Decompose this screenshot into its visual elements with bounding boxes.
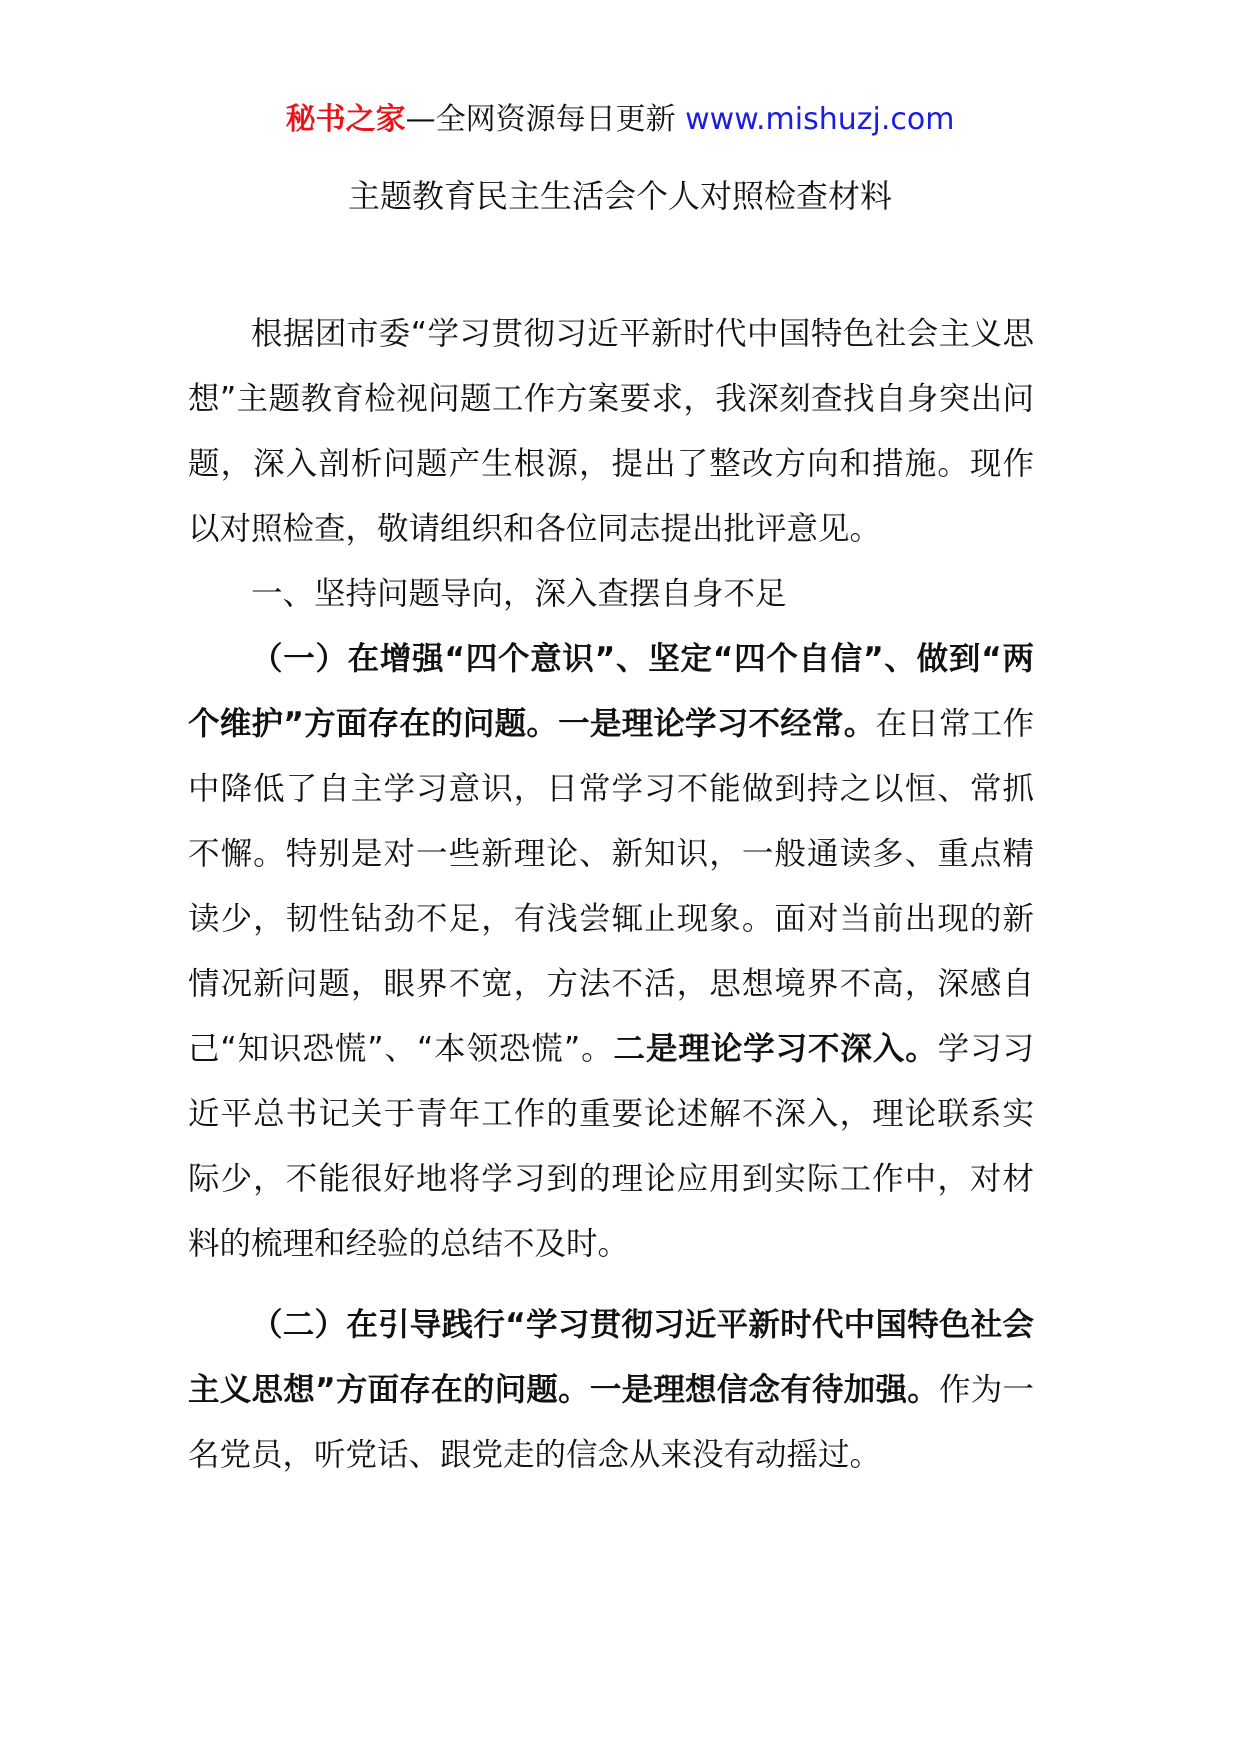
document-body (188, 302, 1034, 1488)
site-url-link[interactable]: www.mishuzj.com (685, 102, 955, 137)
section-1-text-2: 学习习近平总书记关于青年工作的重要论述解不深入，理论联系实际少，不能很好地将学习到的理论应用到实际工作中，对材料的梳理和经验的总结不及时。 (188, 1031, 1034, 1262)
section-2-paragraph (188, 1293, 1034, 1488)
section-1-bold-lead: （一）在增强“四个意识”、坚定“四个自信”、做到“两个维护”方面存在的问题。一是理论学习不经常。 (188, 641, 1034, 742)
section-2-bold-lead: （二）在引导践行“学习贯彻习近平新时代中国特色社会主义思想”方面存在的问题。一是理想信念有待加强。 (188, 1307, 1034, 1408)
section-1-text-1: 在日常工作中降低了自主学习意识，日常学习不能做到持之以恒、常抓不懈。特别是对一些新理论、新知识，一般通读多、重点精读少，韧性钻劲不足，有浅尝辄止现象。面对当前出现的新情况新问题，眼界不宽，方法不活，思想境界不高，深感自己“知识恐慌”、“本领恐慌”。 (188, 706, 1034, 1067)
site-slogan: —全网资源每日更新 (405, 102, 676, 137)
site-header (0, 98, 1240, 142)
section-1-paragraph (188, 627, 1034, 1277)
site-brand[interactable]: 秘书之家 (285, 102, 406, 137)
section-2-text-1: 作为一名党员，听党话、跟党走的信念从来没有动摇过。 (188, 1372, 1034, 1473)
document-title: 主题教育民主生活会个人对照检查材料 (347, 177, 892, 215)
section-1-bold-2: 二是理论学习不深入。 (613, 1031, 938, 1067)
section-heading-1: 一、坚持问题导向，深入查摆自身不足 (251, 576, 787, 612)
intro-paragraph: 根据团市委“学习贯彻习近平新时代中国特色社会主义思想”主题教育检视问题工作方案要求，我深刻查找自身突出问题，深入剖析问题产生根源，提出了整改方向和措施。现作以对照检查，敬请组织和各位同志提出批评意见。 (188, 316, 1034, 547)
